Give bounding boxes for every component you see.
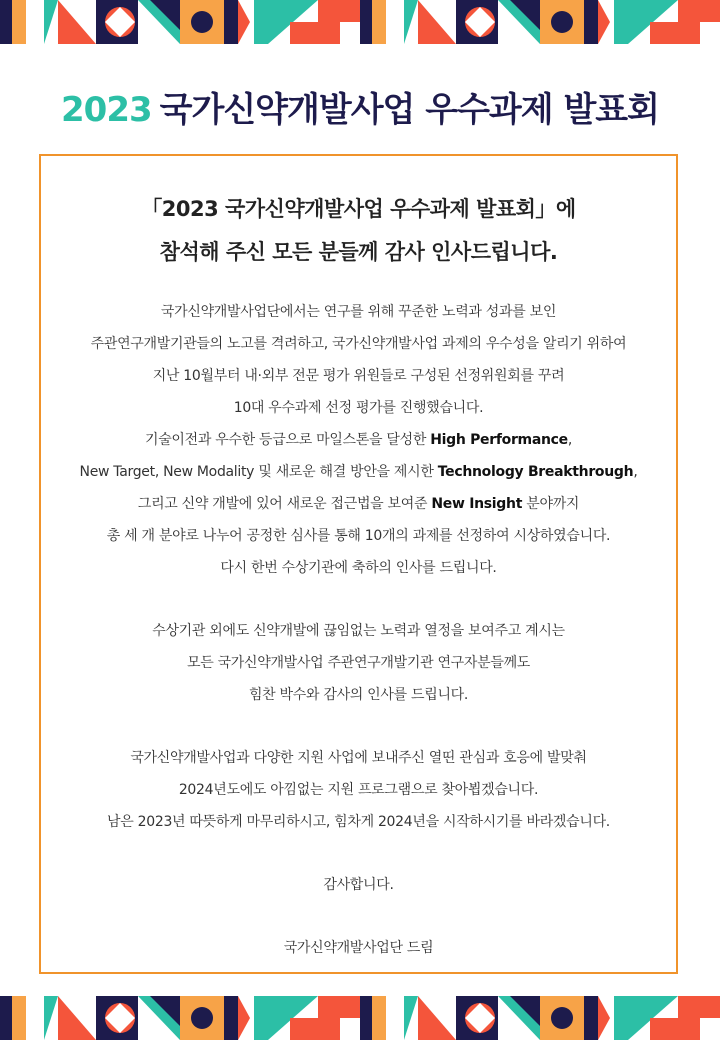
letter-box bbox=[39, 154, 678, 974]
letter-body bbox=[41, 296, 676, 964]
para1-line-5-text: 기술이전과 우수한 등급으로 마일스톤을 달성한 bbox=[144, 432, 431, 448]
bottom-decorative-banner bbox=[0, 996, 720, 1040]
headline-line-2: 참석해 주신 모든 분들께 감사 인사드립니다. bbox=[159, 240, 558, 264]
para1-line-5 bbox=[41, 424, 676, 456]
para1-line-7-text: 그리고 신약 개발에 있어 새로운 접근법을 보여준 bbox=[137, 496, 432, 512]
para1-line-9: 다시 한번 수상기관에 축하의 인사를 드립니다. bbox=[220, 560, 497, 576]
new-insight-label: New Insight bbox=[431, 496, 523, 512]
title-text: 국가신약개발사업 우수과제 발표회 bbox=[159, 90, 659, 130]
headline-line-1: 「2023 국가신약개발사업 우수과제 발표회」에 bbox=[141, 197, 576, 221]
para1-line-5-end: , bbox=[567, 432, 573, 448]
thanks-text: 감사합니다. bbox=[323, 877, 394, 893]
para1-line-3: 지난 10월부터 내·외부 전문 평가 위원들로 구성된 선정위원회를 꾸려 bbox=[152, 368, 565, 384]
para3-line-3: 남은 2023년 따뜻하게 마무리하시고, 힘차게 2024년을 시작하시기를 바라겠습니다. bbox=[107, 814, 610, 830]
para3-line-2: 2024년도에도 아낌없는 지원 프로그램으로 찾아뵙겠습니다. bbox=[178, 782, 539, 798]
title-year: 2023 bbox=[61, 90, 152, 130]
para2-line-1: 수상기관 외에도 신약개발에 끊임없는 노력과 열정을 보여주고 계시는 bbox=[152, 623, 565, 639]
para1-line-2: 주관연구개발기관들의 노고를 격려하고, 국가신약개발사업 과제의 우수성을 알리기 위하여 bbox=[90, 336, 627, 352]
para1-line-7 bbox=[41, 488, 676, 520]
para1-line-1: 국가신약개발사업단에서는 연구를 위해 꾸준한 노력과 성과를 보인 bbox=[160, 304, 557, 320]
para2-line-2: 모든 국가신약개발사업 주관연구개발기관 연구자분들께도 bbox=[186, 655, 531, 671]
top-decorative-banner bbox=[0, 0, 720, 44]
technology-breakthrough-label: Technology Breakthrough bbox=[437, 464, 634, 480]
para1-line-7-end: 분야까지 bbox=[522, 496, 580, 512]
signature: 국가신약개발사업단 드림 bbox=[283, 940, 434, 956]
high-performance-label: High Performance bbox=[430, 432, 568, 448]
para1-line-8: 총 세 개 분야로 나누어 공정한 심사를 통해 10개의 과제를 선정하여 시상하였습니다. bbox=[106, 528, 611, 544]
para1-line-6 bbox=[41, 456, 676, 488]
para2-line-3: 힘찬 박수와 감사의 인사를 드립니다. bbox=[248, 687, 469, 703]
letter-headline bbox=[41, 188, 676, 274]
para1-line-6-end: , bbox=[633, 464, 638, 480]
page-title bbox=[0, 82, 720, 131]
para1-line-4: 10대 우수과제 선정 평가를 진행했습니다. bbox=[233, 400, 484, 416]
para1-line-6-text: New Target, New Modality 및 새로운 해결 방안을 제시한 bbox=[79, 464, 438, 480]
para3-line-1: 국가신약개발사업과 다양한 지원 사업에 보내주신 열띤 관심과 호응에 발맞춰 bbox=[130, 750, 587, 766]
